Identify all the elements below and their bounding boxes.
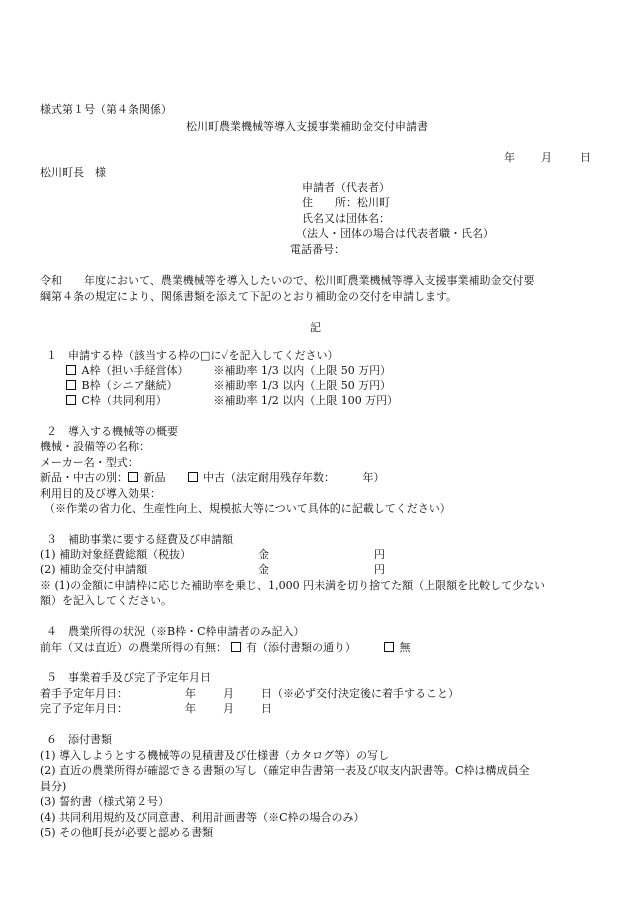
- end-date-label: 完了予定年月日：: [40, 702, 128, 715]
- document-title: 松川町農業機械等導入支援事業補助金交付申請書: [186, 120, 428, 133]
- income-line: [40, 640, 411, 655]
- date-day-label: 日: [580, 151, 591, 164]
- start-year: 年: [185, 687, 196, 700]
- section3-heading: ３ 補助事業に要する経費及び申請額: [46, 533, 233, 546]
- expense-row-2: [40, 562, 385, 577]
- checkbox-income-no[interactable]: [384, 642, 394, 652]
- applicant-name-label: 氏名又は団体名：: [302, 212, 390, 225]
- section4-heading: ４ 農業所得の状況（※B枠・C枠申請者のみ記入）: [46, 625, 305, 638]
- income-yes-label: 有（添付書類の通り）: [246, 641, 356, 654]
- option-b: [66, 378, 391, 393]
- option-c-rate: ※補助率 1/2 以内（上限 100 万円）: [213, 394, 399, 407]
- checkbox-a[interactable]: [66, 365, 76, 375]
- purpose-label: 利用目的及び導入効果：: [40, 487, 161, 500]
- date-month-label: 月: [541, 151, 552, 164]
- checkbox-b[interactable]: [66, 380, 76, 390]
- ki-label: 記: [310, 321, 321, 334]
- used-label: 中古（法定耐用残存年数： 年）: [203, 471, 385, 484]
- option-b-label: B枠（シニア継続）: [81, 379, 178, 392]
- applicant-address: [302, 195, 390, 210]
- kin-label-2: 金: [258, 563, 269, 576]
- checkbox-used[interactable]: [188, 472, 198, 482]
- attachment-item: 員分): [40, 780, 67, 793]
- address-value: 松川町: [357, 196, 390, 209]
- expense-note-2: 額）を記入してください。: [40, 594, 172, 607]
- end-year: 年: [185, 702, 196, 715]
- option-a: [66, 363, 391, 378]
- option-a-rate: ※補助率 1/3 以内（上限 50 万円）: [213, 364, 392, 377]
- start-month: 月: [223, 687, 234, 700]
- new-label: 新品: [143, 471, 166, 484]
- form-number: 様式第１号（第４条関係）: [40, 103, 172, 116]
- yen-label-1: 円: [374, 548, 385, 561]
- section5-heading: ５ 事業着手及び完了予定年月日: [46, 671, 211, 684]
- attachment-item: (3) 誓約書（様式第２号）: [40, 795, 170, 808]
- grant-amount-label: (2) 補助金交付申請額: [40, 563, 148, 576]
- section6-heading: ６ 添付書類: [46, 733, 112, 746]
- yen-label-2: 円: [374, 563, 385, 576]
- start-note: （※必ず交付決定後に着手すること）: [272, 687, 459, 700]
- option-c-label: C枠（共同利用）: [81, 394, 167, 407]
- attachment-item: (1) 導入しようとする機械等の見積書及び仕様書（カタログ等）の写し: [40, 749, 390, 762]
- new-used-line: [40, 470, 385, 485]
- expense-total-label: (1) 補助対象経費総額（税抜）: [40, 548, 192, 561]
- addressee: 松川町長 様: [40, 166, 106, 179]
- checkbox-income-yes[interactable]: [231, 642, 241, 652]
- new-used-label: 新品・中古の別：: [40, 471, 128, 484]
- date-year-label: 年: [504, 151, 515, 164]
- applicant-label: 申請者（代表者）: [302, 181, 390, 194]
- intro-line-1: 令和 年度において、農業機械等を導入したいので、松川町農業機械等導入支援事業補助金交付要: [40, 274, 535, 287]
- end-day: 日: [261, 702, 272, 715]
- kin-label-1: 金: [258, 548, 269, 561]
- income-no-label: 無: [399, 641, 411, 654]
- machine-name-label: 機械・設備等の名称：: [40, 440, 150, 453]
- attachment-item: (2) 直近の農業所得が確認できる書類の写し（確定申告書第一表及び収支内訳書等。C枠は構成員全: [40, 764, 530, 777]
- checkbox-c[interactable]: [66, 395, 76, 405]
- option-a-label: A枠（担い手経営体）: [81, 364, 189, 377]
- option-c: [66, 393, 398, 408]
- start-date-line: [40, 686, 459, 701]
- phone-label: 電話番号：: [290, 243, 345, 256]
- address-label: 住 所：: [302, 196, 357, 209]
- start-date-label: 着手予定年月日：: [40, 687, 128, 700]
- section1-heading: １ 申請する枠（該当する枠の□に✓を記入してください）: [46, 349, 339, 362]
- option-b-rate: ※補助率 1/3 以内（上限 50 万円）: [213, 379, 392, 392]
- date-line: [504, 150, 591, 165]
- intro-line-2: 綱第４条の規定により、関係書類を添えて下記のとおり補助金の交付を申請します。: [40, 290, 458, 303]
- attachment-item: (4) 共同利用規約及び同意書、利用計画書等（※C枠の場合のみ）: [40, 811, 365, 824]
- corporate-note: （法人・団体の場合は代表者職・氏名）: [296, 227, 494, 240]
- end-date-line: [40, 701, 272, 716]
- end-month: 月: [223, 702, 234, 715]
- attachment-item: (5) その他町長が必要と認める書類: [40, 826, 214, 839]
- expense-note-1: ※ (1)の金額に申請枠に応じた補助率を乗じ、1,000 円未満を切り捨てた額（上限額を比較して少ない: [40, 579, 546, 592]
- expense-row-1: [40, 547, 385, 562]
- start-day: 日: [261, 687, 272, 700]
- maker-label: メーカー名・型式：: [40, 456, 139, 469]
- income-question: 前年（又は直近）の農業所得の有無：: [40, 641, 227, 654]
- checkbox-new[interactable]: [128, 472, 138, 482]
- section2-heading: ２ 導入する機械等の概要: [46, 425, 178, 438]
- purpose-note: （※作業の省力化、生産性向上、規模拡大等について具体的に記載してください）: [44, 502, 451, 515]
